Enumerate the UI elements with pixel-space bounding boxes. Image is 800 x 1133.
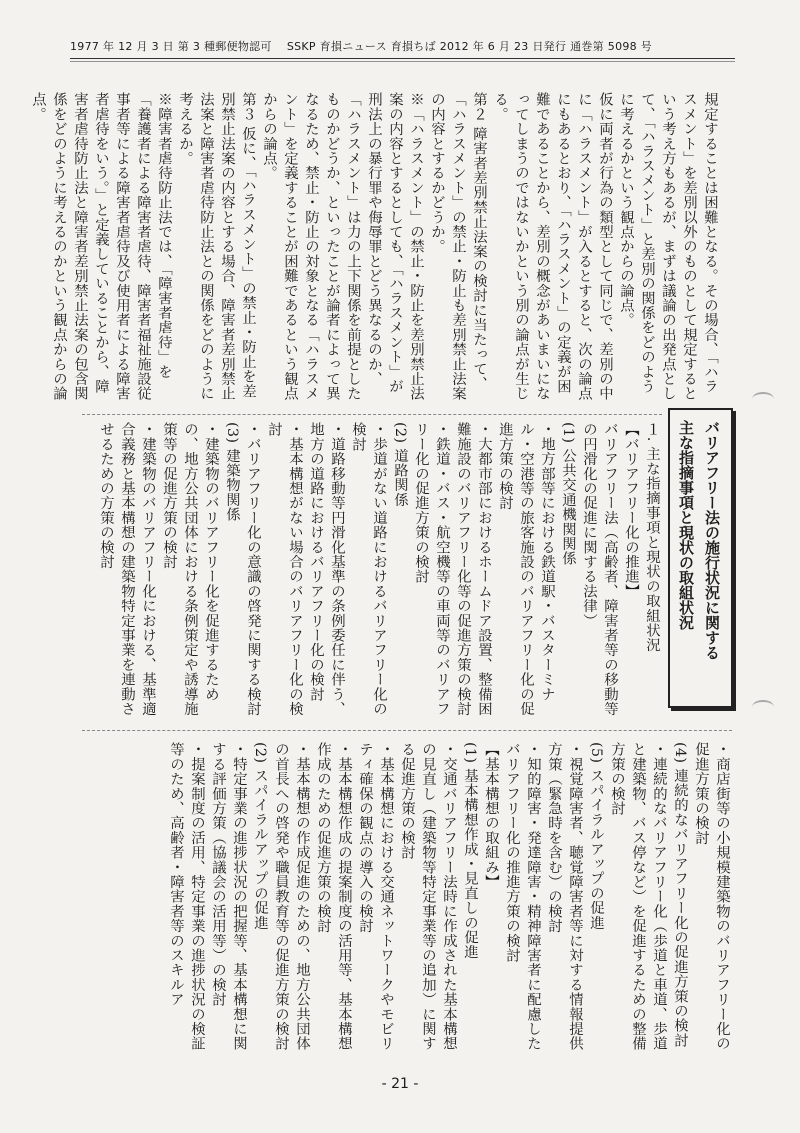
list-item: ・知的障害・発達障害・精神障害者に配慮したバリアフリー化の推進方策の検討 (504, 742, 541, 1051)
paragraph: ※障害者虐待防止法では、「障害者虐待」を「養護者による障害者虐待、障害者福祉施設従事者等による障害者虐待及び使用者による障害者虐待をいう。」と定義していることから、障害者虐待防止法と障害者差別禁止法案の包含関係をどのように考えるのかという観点からの論点。 (30, 92, 172, 401)
paragraph: ※「ハラスメント」の禁止・防止を差別禁止法案の内容とするとしても、「ハラスメント」が刑法上の暴行罪や侮辱罪とどう異なるのか、「ハラスメント」は力の上下関係を前提としたものかどうか、といったことが論者によって異なるため、禁止・防止の対象となる「ハラスメント」を定義することが困難であるという観点からの論点。 (261, 92, 424, 401)
header-rule-thin (70, 61, 735, 62)
list-item: ・視覚障害者、聴覚障害者等に対する情報提供方策（緊急時を含む）の検討 (546, 742, 583, 1051)
page-number: - 21 - (381, 1076, 419, 1092)
list-item: ・基本構想がない場合のバリアフリー化の検討 (266, 422, 303, 716)
subheading: (1) 公共交通機関関係 (560, 422, 576, 566)
subheading: (4) 連続的なバリアフリー化の促進方策の検討 (672, 742, 688, 1048)
subheading: (2) スパイラルアップの促進 (252, 742, 268, 930)
list-item: ・交通バリアフリー法時に作成された基本構想の見直し（建築物等特定事業等の追加）に関する促進方策の検討 (399, 742, 457, 1051)
list-item: ・大都市部におけるホームドア設置、整備困難施設のバリアフリー化等の促進方策の検討 (455, 422, 492, 716)
list-item: ・道路移動等円滑化基準の条例委任に伴う、地方の道路におけるバリアフリー化の検討 (308, 422, 345, 716)
section-title: バリアフリー法の施行状況に関する (703, 420, 721, 660)
middle-band (82, 422, 662, 720)
list-item: ・特定事業の進捗状況の把握等、基本構想に関する評価方策（協議会の活用等）の検討 (210, 742, 247, 1051)
subheading: (5) スパイラルアップの促進 (588, 742, 604, 930)
heading: 【基本構想の取組み】 (483, 742, 499, 889)
page-header: 1977 年 12 月 3 日 第 3 種郵便物認可 SSKP 育損ニュース 育損ちば 2012 年 6 月 23 日発行 通巻第 5098 号 (70, 40, 653, 53)
top-section (30, 92, 720, 404)
list-item: ・バリアフリー化の意識の啓発に関する検討 (245, 422, 261, 716)
bottom-band (82, 742, 732, 1054)
list-item: ・建築物のバリアフリー化を促進するための、地方公共団体における条例策定や誘導施策等の促進方策の検討 (161, 422, 219, 716)
paragraph: 仮に両者が行為の類型として同じで、差別の中に「ハラスメント」が入るとすると、次の論点にもあるとおり、「ハラスメント」の定義が困難であることから、差別の概念があいまいになってしまうのではないかという別の論点が生じる。 (492, 92, 613, 401)
list-item: ・基本構想の作成促進のための、地方公共団体の首長への啓発や職員教育等の促進方策の検討 (273, 742, 310, 1051)
list-item: ・商店街等の小規模建築物のバリアフリー化の促進方策の検討 (693, 742, 730, 1051)
heading: １. 主な指摘事項と現状の取組状況 (644, 422, 660, 653)
list-item: ・基本構想における交通ネットワークやモビリティ確保の観点の導入の検討 (357, 742, 394, 1051)
subheading: (3) 建築物関係 (224, 422, 240, 522)
list-item: ・連続的なバリアフリー化（歩道と車道、歩道と建築物、バス停など）を促進するための整備方策の検討 (609, 742, 667, 1051)
paragraph: バリアフリー法（高齢者、障害者等の移動等の円滑化の促進に関する法律） (581, 422, 618, 716)
header-rule (70, 58, 735, 59)
section-title-box (668, 408, 733, 708)
binder-hole-mark (752, 700, 774, 714)
list-item: ・提案制度の活用、特定事業の進捗状況の検証等のため、高齢者・障害者等のスキルア (168, 742, 205, 1051)
section-divider (82, 730, 732, 731)
list-item: ・基本構想作成の提案制度の活用等、基本構想作成のための促進方策の検討 (315, 742, 352, 1051)
section-divider (82, 414, 662, 415)
section-subtitle: 主な指摘事項と現状の取組状況 (677, 420, 695, 630)
paragraph: 【バリアフリー化の推進】 (623, 422, 639, 599)
subheading: (1) 基本構想作成・見直しの促進 (462, 742, 478, 960)
list-item: ・建築物のバリアフリー化における、基準適合義務と基本構想の建築物特定事業を連動させるための方策の検討 (98, 422, 156, 716)
paragraph: 規定することは困難となる。その場合、「ハラスメント」を差別以外のものとして規定するという考え方もあるが、まずは議論の出発点として、「ハラスメント」と差別の関係をどのように考えるかという観点からの論点。 (618, 92, 718, 401)
list-item: ・歩道がない道路におけるバリアフリー化の検討 (350, 422, 387, 716)
paragraph: 第２ 障害者差別禁止法案の検討に当たって、「ハラスメント」の禁止・防止も差別禁止法案の内容とするかどうか。 (429, 92, 487, 401)
paragraph: 第３ 仮に、「ハラスメント」の禁止・防止を差別禁止法案の内容とする場合、障害者差別禁止法案と障害者虐待防止法との関係をどのように考えるか。 (177, 92, 256, 401)
binder-hole-mark (752, 392, 774, 406)
subheading: (2) 道路関係 (392, 422, 408, 507)
list-item: ・鉄道・バス・航空機等の車両等のバリアフリー化の促進方策の検討 (413, 422, 450, 716)
list-item: ・地方部等における鉄道駅・バスターミナル・空港等の旅客施設のバリアフリー化の促進方策の検討 (497, 422, 555, 716)
